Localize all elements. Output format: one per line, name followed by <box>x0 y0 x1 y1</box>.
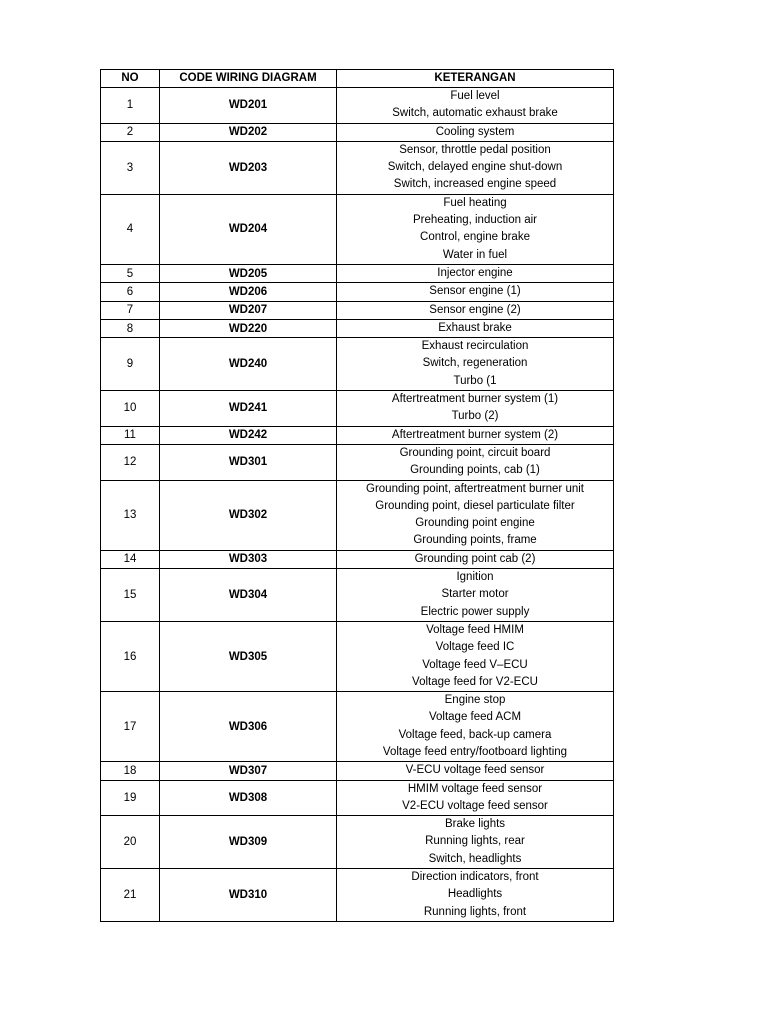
row-number: 20 <box>101 816 160 869</box>
keterangan-line: Starter motor <box>441 588 509 601</box>
keterangan-line: Grounding points, cab (1) <box>410 464 540 477</box>
row-code: WD201 <box>160 88 337 124</box>
row-keterangan <box>337 319 614 337</box>
row-code: WD206 <box>160 283 337 301</box>
keterangan-line: Sensor, throttle pedal position <box>399 143 551 156</box>
keterangan-line: Engine stop <box>444 694 506 707</box>
table-row <box>101 264 614 282</box>
keterangan-line: Exhaust recirculation <box>421 340 529 353</box>
row-number: 7 <box>101 301 160 319</box>
row-number: 4 <box>101 194 160 264</box>
table-row <box>101 621 614 691</box>
header-row <box>101 70 614 88</box>
row-number: 11 <box>101 426 160 444</box>
table-row <box>101 88 614 124</box>
row-number: 6 <box>101 283 160 301</box>
table-row <box>101 319 614 337</box>
row-number: 15 <box>101 569 160 622</box>
keterangan-line: Switch, automatic exhaust brake <box>392 107 558 120</box>
row-number: 12 <box>101 444 160 480</box>
keterangan-line: Aftertreatment burner system (2) <box>391 428 559 441</box>
row-number: 10 <box>101 391 160 427</box>
row-code: WD310 <box>160 869 337 922</box>
row-code: WD202 <box>160 123 337 141</box>
table-row <box>101 391 614 427</box>
row-code: WD220 <box>160 319 337 337</box>
keterangan-line: Cooling system <box>435 125 515 138</box>
row-code: WD203 <box>160 141 337 194</box>
keterangan-line: V2-ECU voltage feed sensor <box>402 799 548 812</box>
table-body <box>101 88 614 922</box>
row-keterangan <box>337 123 614 141</box>
keterangan-line: Grounding point, aftertreatment burner unit <box>366 482 584 495</box>
row-keterangan <box>337 88 614 124</box>
row-code: WD308 <box>160 780 337 816</box>
table-row <box>101 194 614 264</box>
keterangan-line: Voltage feed IC <box>435 641 515 654</box>
keterangan-line: Switch, increased engine speed <box>393 178 557 191</box>
row-code: WD304 <box>160 569 337 622</box>
row-code: WD302 <box>160 480 337 550</box>
keterangan-line: Fuel heating <box>443 196 507 209</box>
row-keterangan <box>337 301 614 319</box>
row-keterangan <box>337 194 614 264</box>
row-keterangan <box>337 621 614 691</box>
row-number: 3 <box>101 141 160 194</box>
keterangan-line: Headlights <box>447 888 503 901</box>
keterangan-line: Turbo (2) <box>451 410 499 423</box>
table-row <box>101 301 614 319</box>
table-row <box>101 283 614 301</box>
header-no: NO <box>101 70 160 88</box>
keterangan-line: Injector engine <box>437 266 513 279</box>
row-keterangan <box>337 283 614 301</box>
row-number: 14 <box>101 550 160 568</box>
row-code: WD305 <box>160 621 337 691</box>
table-row <box>101 869 614 922</box>
row-number: 21 <box>101 869 160 922</box>
row-code: WD306 <box>160 692 337 762</box>
row-keterangan <box>337 692 614 762</box>
row-keterangan <box>337 480 614 550</box>
table-row <box>101 780 614 816</box>
keterangan-line: Grounding point, circuit board <box>399 446 551 459</box>
table-row <box>101 762 614 780</box>
keterangan-line: Voltage feed HMIM <box>426 623 524 636</box>
keterangan-line: Brake lights <box>444 818 506 831</box>
keterangan-line: HMIM voltage feed sensor <box>407 782 543 795</box>
row-number: 13 <box>101 480 160 550</box>
keterangan-line: Water in fuel <box>442 248 508 261</box>
keterangan-line: Ignition <box>456 571 494 584</box>
keterangan-line: Running lights, front <box>423 905 527 918</box>
row-keterangan <box>337 780 614 816</box>
row-code: WD303 <box>160 550 337 568</box>
keterangan-line: Voltage feed V–ECU <box>422 658 528 671</box>
keterangan-line: Sensor engine (1) <box>429 285 521 298</box>
keterangan-line: Voltage feed ACM <box>428 711 522 724</box>
table-row <box>101 141 614 194</box>
keterangan-line: Fuel level <box>450 90 500 102</box>
table-row <box>101 816 614 869</box>
table-row <box>101 480 614 550</box>
row-number: 2 <box>101 123 160 141</box>
row-code: WD241 <box>160 391 337 427</box>
keterangan-line: Switch, delayed engine shut-down <box>387 161 563 174</box>
row-number: 5 <box>101 264 160 282</box>
keterangan-line: Switch, regeneration <box>422 357 528 370</box>
row-keterangan <box>337 141 614 194</box>
keterangan-line: Grounding point, diesel particulate filter <box>375 499 575 512</box>
row-number: 18 <box>101 762 160 780</box>
wiring-diagram-table <box>100 69 614 922</box>
row-keterangan <box>337 569 614 622</box>
keterangan-line: V-ECU voltage feed sensor <box>405 764 545 777</box>
row-number: 16 <box>101 621 160 691</box>
keterangan-line: Turbo (1 <box>453 374 497 387</box>
row-code: WD204 <box>160 194 337 264</box>
table-row <box>101 426 614 444</box>
keterangan-line: Voltage feed entry/footboard lighting <box>382 745 568 758</box>
keterangan-line: Voltage feed for V2-ECU <box>412 675 538 688</box>
row-code: WD205 <box>160 264 337 282</box>
row-code: WD307 <box>160 762 337 780</box>
keterangan-line: Preheating, induction air <box>412 214 538 227</box>
table-header <box>101 70 614 88</box>
row-keterangan <box>337 391 614 427</box>
row-code: WD309 <box>160 816 337 869</box>
keterangan-line: Exhaust brake <box>438 321 512 334</box>
table-row <box>101 569 614 622</box>
row-keterangan <box>337 550 614 568</box>
keterangan-line: Electric power supply <box>420 605 530 618</box>
keterangan-line: Aftertreatment burner system (1) <box>391 393 559 406</box>
row-code: WD301 <box>160 444 337 480</box>
row-keterangan <box>337 816 614 869</box>
keterangan-line: Switch, headlights <box>428 852 522 865</box>
keterangan-line: Sensor engine (2) <box>429 303 521 316</box>
row-code: WD207 <box>160 301 337 319</box>
table-row <box>101 692 614 762</box>
row-number: 1 <box>101 88 160 124</box>
row-number: 19 <box>101 780 160 816</box>
row-number: 9 <box>101 338 160 391</box>
row-keterangan <box>337 426 614 444</box>
keterangan-line: Control, engine brake <box>420 231 530 244</box>
row-number: 8 <box>101 319 160 337</box>
keterangan-line: Grounding point cab (2) <box>414 552 536 565</box>
row-keterangan <box>337 338 614 391</box>
row-keterangan <box>337 264 614 282</box>
keterangan-line: Running lights, rear <box>425 835 525 848</box>
header-keterangan: KETERANGAN <box>337 70 614 88</box>
row-keterangan <box>337 444 614 480</box>
row-code: WD242 <box>160 426 337 444</box>
header-code-wiring-diagram: CODE WIRING DIAGRAM <box>160 70 337 88</box>
table-row <box>101 123 614 141</box>
table-row <box>101 550 614 568</box>
keterangan-line: Grounding point engine <box>415 517 535 530</box>
table-row <box>101 444 614 480</box>
row-code: WD240 <box>160 338 337 391</box>
row-number: 17 <box>101 692 160 762</box>
table-row <box>101 338 614 391</box>
keterangan-line: Voltage feed, back-up camera <box>398 728 552 741</box>
row-keterangan <box>337 762 614 780</box>
row-keterangan <box>337 869 614 922</box>
keterangan-line: Grounding points, frame <box>413 534 537 547</box>
keterangan-line: Direction indicators, front <box>411 871 539 884</box>
